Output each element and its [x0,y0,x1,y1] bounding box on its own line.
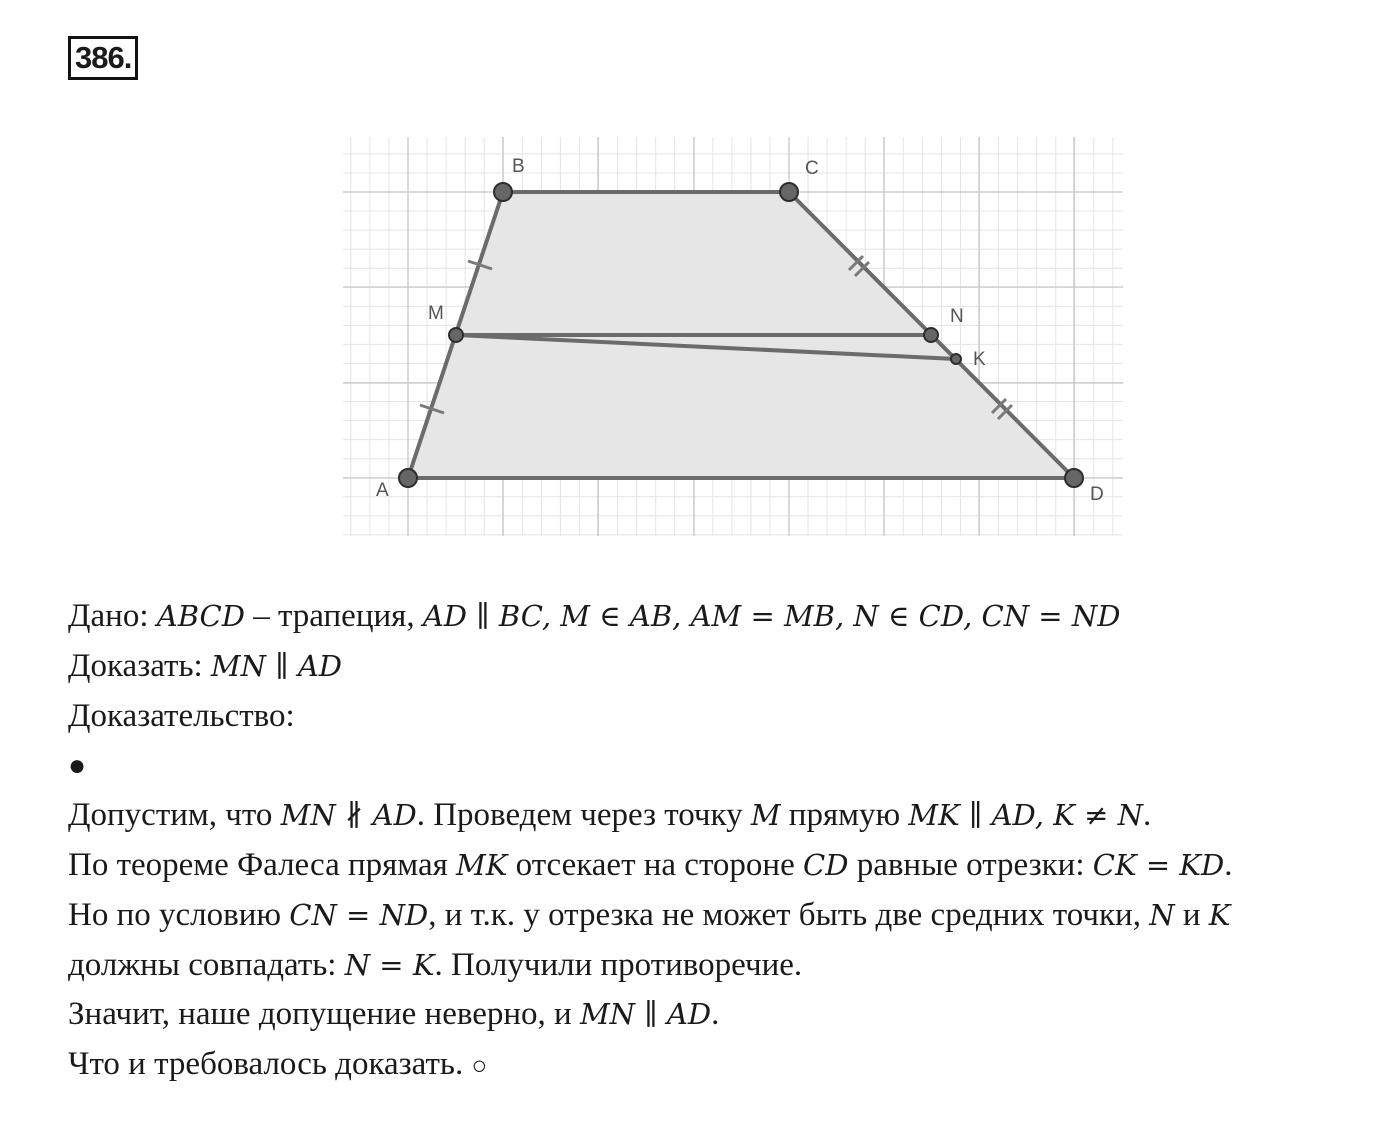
point-b [494,183,512,201]
prove-label: Доказать: [68,647,211,684]
proof-sentence-2 [68,841,1368,891]
proof-sentence-1 [68,791,1368,841]
s3-text-2: , и т.к. у отрезка не может быть две средних точки, [428,896,1150,933]
s1-math-1: MN ∦ AD [280,798,417,833]
trapezoid-figure [0,0,1400,560]
s1-math-2: M [750,798,781,833]
given-text-1: – трапеция, [244,598,423,634]
prove-math: MN ∥ AD [210,648,343,683]
label-d: D [1090,484,1104,505]
given-math-2: AD ∥ BC, M ∈ AB, AM = MB, N ∈ CD, CN = ND [422,599,1121,633]
point-n [924,328,938,342]
s2-text-3: равные отрезки: [848,846,1093,883]
s1-text-2: . Проведем через точку [416,797,751,834]
s5-math-1: MN ∥ AD [579,997,712,1032]
s2-math-3: CK = KD [1092,847,1225,882]
given-line [68,592,1368,642]
s3-text-1: Но по условию [68,896,290,933]
s2-text-4: . [1224,846,1233,883]
point-a [399,469,417,487]
s2-math-1: MK [456,847,508,882]
given-math-1: ABCD [156,599,245,633]
given-label: Дано: [68,598,157,634]
label-b: B [512,156,525,177]
s2-text-2: отсекает на стороне [507,846,803,883]
s4-math-1: N = K [344,947,435,982]
proof-sentence-5 [68,990,1368,1040]
s2-text-1: По теореме Фалеса прямая [68,846,457,883]
point-d [1065,469,1083,487]
label-n: N [950,306,964,327]
s5-text-2: . [711,996,720,1033]
s4-text-2: . Получили противоречие. [434,946,803,983]
label-m: M [428,303,444,324]
s3-math-2: N [1149,897,1175,932]
proof-sentence-3 [68,891,1368,941]
end-circle-mark: ○ [471,1051,488,1081]
s5-text-1: Значит, наше допущение неверно, и [68,996,580,1033]
solution-text [68,592,1368,1091]
s4-text-1: должны совпадать: [68,946,345,983]
s3-text-3: и [1174,896,1209,933]
proof-conclusion [68,1040,1368,1091]
label-a: A [376,480,389,501]
prove-line [68,642,1368,692]
s1-text-3: прямую [780,797,909,834]
s2-math-2: CD [803,847,849,882]
label-c: C [805,158,819,179]
s1-text-4: . [1143,797,1152,834]
point-k [951,354,961,364]
s1-math-3: MK ∥ AD, K ≠ N [908,798,1143,833]
s3-math-3: K [1208,897,1231,932]
bullet-mark: ● [68,749,87,783]
s1-text-1: Допустим, что [68,797,281,834]
proof-sentence-4 [68,941,1368,991]
label-k: K [973,349,986,370]
problem-number: 386. [68,36,138,80]
proof-label: Доказательство: [68,697,295,734]
s3-math-1: CN = ND [289,897,429,932]
point-c [780,183,798,201]
end-text: Что и требовалось доказать. [68,1046,472,1083]
point-m [449,328,463,342]
